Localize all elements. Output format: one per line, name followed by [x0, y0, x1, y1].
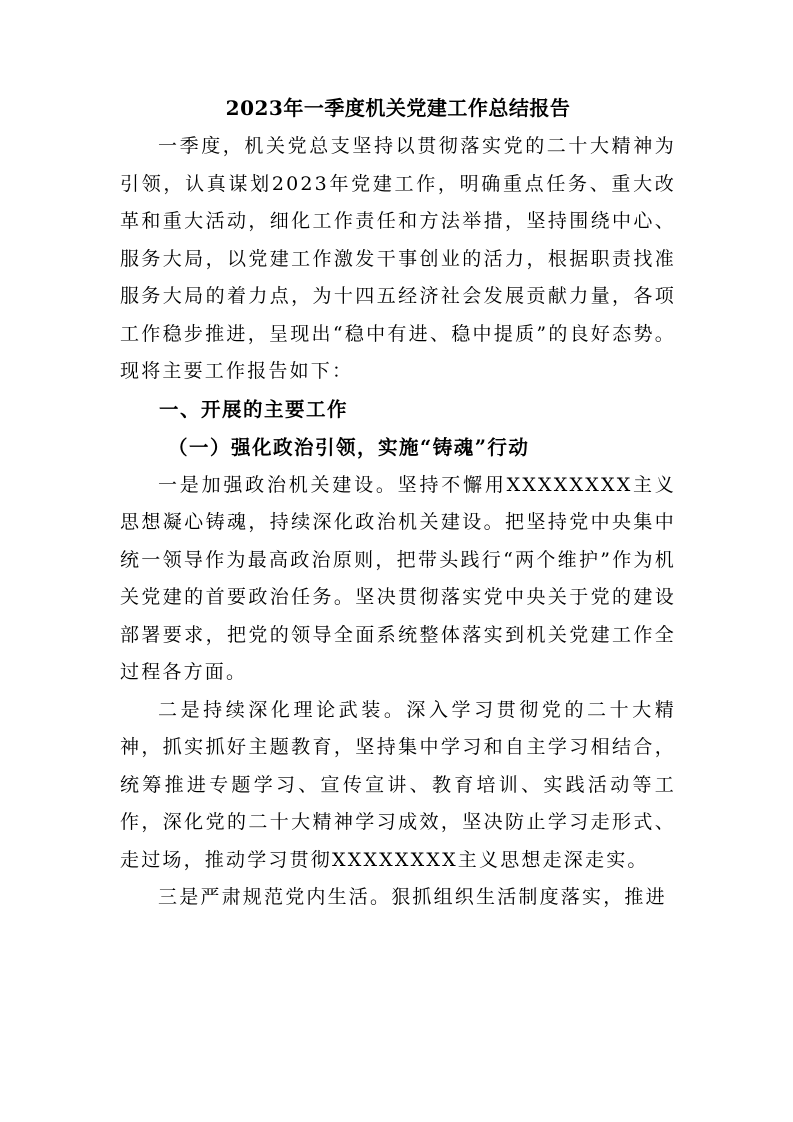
document-title: 2023年一季度机关党建工作总结报告: [225, 96, 571, 120]
section-heading: 一、开展的主要工作: [159, 397, 349, 421]
body-paragraph-1: 一是加强政治机关建设。坚持不懈用XXXXXXXX主义思想凝心铸魂，持续深化政治机关建设。把坚持党中央集中统一领导作为最高政治原则，把带头践行“两个维护”作为机关党建的首要政治任务。坚决贯彻落实党中央关于党的建设部署要求，把党的领导全面系统整体落实到机关党建工作全过程各方面。: [120, 473, 676, 683]
body-paragraph-3: 三是严肃规范党内生活。狠抓组织生活制度落实，推进: [158, 886, 667, 908]
document-body: [120, 88, 676, 917]
body-paragraph-2: 二是持续深化理论武装。深入学习贯彻党的二十大精神，抓实抓好主题教育，坚持集中学习和自主学习相结合，统筹推进专题学习、宣传宣讲、教育培训、实践活动等工作，深化党的二十大精神学习成效，坚决防止学习走形式、走过场，推动学习贯彻XXXXXXXX主义思想走深走实。: [120, 698, 676, 871]
intro-paragraph: 一季度，机关党总支坚持以贯彻落实党的二十大精神为引领，认真谋划2023年党建工作，明确重点任务、重大改革和重大活动，细化工作责任和方法举措，坚持围绕中心、服务大局，以党建工作激发干事创业的活力，根据职责找准服务大局的着力点，为十四五经济社会发展贡献力量，各项工作稳步推进，呈现出“稳中有进、稳中提质”的良好态势。现将主要工作报告如下：: [120, 135, 676, 382]
subsection-heading: （一）强化政治引领，实施“铸魂”行动: [168, 435, 530, 459]
